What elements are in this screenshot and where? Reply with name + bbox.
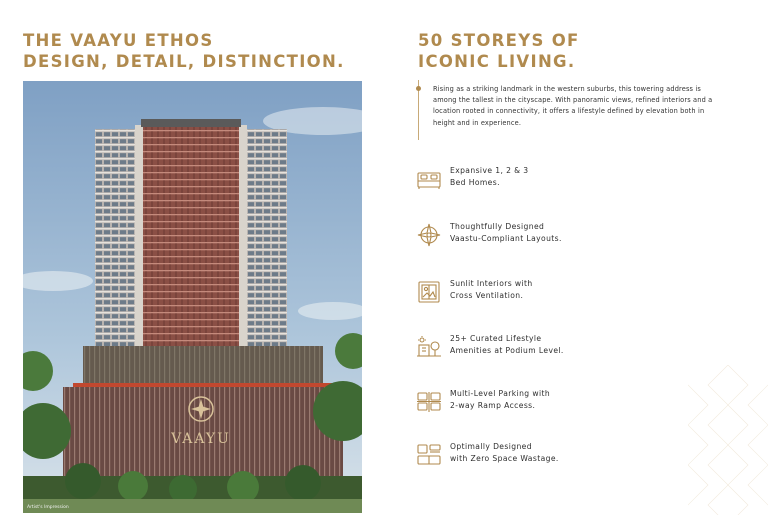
feature-vaastu [416,221,716,251]
intro-bullet [416,86,421,91]
feature-line2: Vaastu-Compliant Layouts. [450,234,562,244]
feature-line2: Cross Ventilation. [450,291,524,301]
feature-line1: Optimally Designed [450,442,532,451]
feature-bed-homes [416,165,716,195]
feature-line1: Thoughtfully Designed [450,222,545,231]
building-sign: VAAYU [171,431,231,447]
left-heading [23,30,345,72]
decorative-pattern [688,365,768,515]
feature-sunlit [416,278,716,308]
bed-icon [416,167,442,191]
left-heading-line2: DESIGN, DETAIL, DISTINCTION. [23,52,345,71]
feature-line2: Amenities at Podium Level. [450,346,564,356]
right-heading-line2: ICONIC LIVING. [418,52,576,71]
right-heading-line1: 50 STOREYS OF [418,31,580,50]
feature-line1: 25+ Curated Lifestyle [450,334,542,343]
feature-line2: Bed Homes. [450,178,500,188]
feature-amenities [416,333,716,363]
feature-line2: with Zero Space Wastage. [450,454,559,464]
amenities-icon [416,335,442,359]
right-heading [418,30,580,72]
feature-space [416,441,716,471]
image-caption: Artist's Impression [27,505,69,510]
feature-line1: Expansive 1, 2 & 3 [450,166,529,175]
parking-icon [416,390,442,414]
left-heading-line1: THE VAAYU ETHOS [23,31,214,50]
compass-icon [416,223,442,247]
building-image [23,81,362,513]
feature-line1: Sunlit Interiors with [450,279,533,288]
feature-parking [416,388,716,418]
furniture-icon [416,443,442,467]
window-icon [416,280,442,304]
feature-line2: 2-way Ramp Access. [450,401,536,411]
feature-line1: Multi-Level Parking with [450,389,551,398]
building-illustration [23,81,362,513]
intro-paragraph: Rising as a striking landmark in the western suburbs, this towering address is among the tallest in the cityscape. With panoramic views, refined interiors and a location rooted in connectivity, it offers a lifestyle defined by elevation both in height and in experience. [433,85,713,127]
